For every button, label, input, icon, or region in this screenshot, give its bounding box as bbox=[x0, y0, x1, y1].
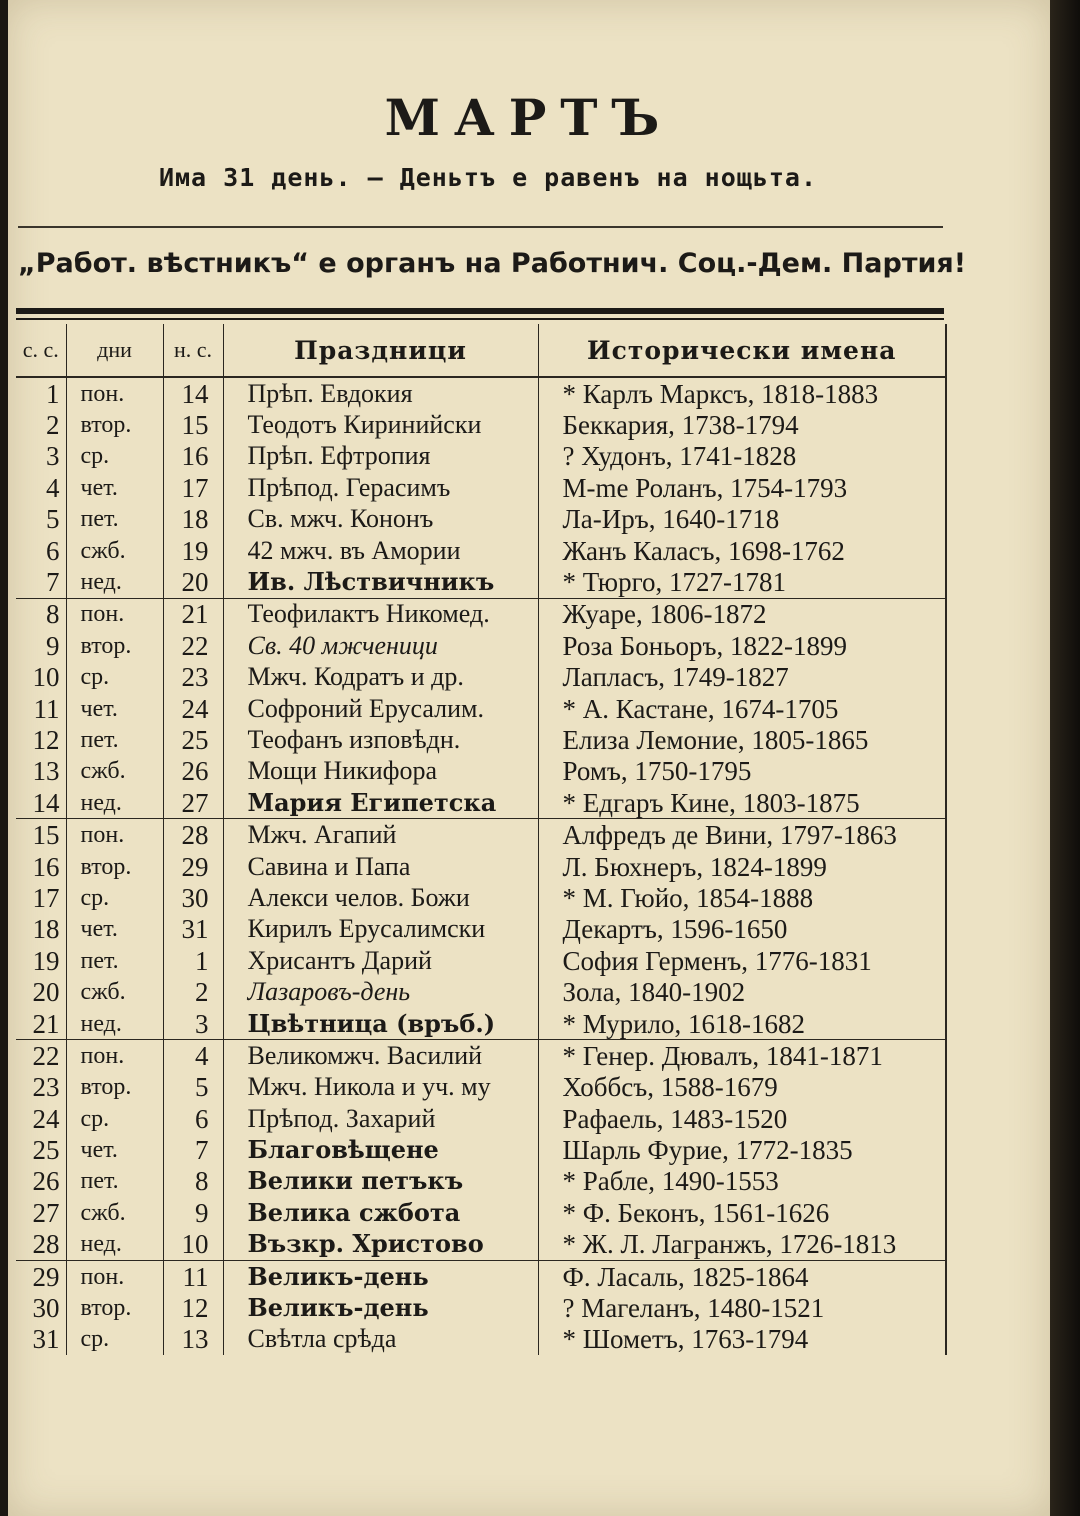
historical-name: Беккария, 1738-1794 bbox=[538, 409, 946, 440]
old-style-date: 25 bbox=[16, 1134, 66, 1165]
holiday: Св. мжч. Кононъ bbox=[223, 504, 538, 535]
old-style-date: 18 bbox=[16, 914, 66, 945]
new-style-date: 9 bbox=[163, 1197, 223, 1228]
holiday: Великъ-день bbox=[223, 1260, 538, 1292]
new-style-date: 15 bbox=[163, 409, 223, 440]
table-row bbox=[16, 630, 946, 661]
old-style-date: 31 bbox=[16, 1324, 66, 1355]
historical-name: Елиза Лемоние, 1805-1865 bbox=[538, 724, 946, 755]
calendar-table bbox=[16, 324, 947, 1355]
holiday: Хрисантъ Дарий bbox=[223, 945, 538, 976]
table-row bbox=[16, 1197, 946, 1228]
weekday: чет. bbox=[66, 472, 163, 503]
calendar-body bbox=[16, 377, 946, 1355]
historical-name: * Карлъ Марксъ, 1818-1883 bbox=[538, 377, 946, 409]
new-style-date: 19 bbox=[163, 535, 223, 566]
weekday: втор. bbox=[66, 1072, 163, 1103]
historical-name: * Рабле, 1490-1553 bbox=[538, 1166, 946, 1197]
holiday: Мжч. Агапий bbox=[223, 819, 538, 851]
holiday: Великъ-день bbox=[223, 1292, 538, 1323]
page-edge bbox=[1050, 0, 1080, 1516]
holiday: Савина и Папа bbox=[223, 851, 538, 882]
weekday: нед. bbox=[66, 1008, 163, 1040]
new-style-date: 5 bbox=[163, 1072, 223, 1103]
table-row bbox=[16, 1103, 946, 1134]
new-style-date: 10 bbox=[163, 1229, 223, 1261]
table-row bbox=[16, 504, 946, 535]
table-row bbox=[16, 662, 946, 693]
new-style-date: 8 bbox=[163, 1166, 223, 1197]
weekday: пет. bbox=[66, 504, 163, 535]
old-style-date: 19 bbox=[16, 945, 66, 976]
old-style-date: 17 bbox=[16, 882, 66, 913]
table-row bbox=[16, 1040, 946, 1072]
weekday: втор. bbox=[66, 630, 163, 661]
new-style-date: 23 bbox=[163, 662, 223, 693]
header-new-style: н. с. bbox=[163, 324, 223, 377]
table-row bbox=[16, 1229, 946, 1261]
new-style-date: 24 bbox=[163, 693, 223, 724]
historical-name: ? Магеланъ, 1480-1521 bbox=[538, 1292, 946, 1323]
old-style-date: 8 bbox=[16, 598, 66, 630]
historical-name: Декартъ, 1596-1650 bbox=[538, 914, 946, 945]
weekday: чет. bbox=[66, 914, 163, 945]
table-row bbox=[16, 472, 946, 503]
table-row bbox=[16, 1292, 946, 1323]
holiday: Мжч. Кодратъ и др. bbox=[223, 662, 538, 693]
historical-name: Рафаель, 1483-1520 bbox=[538, 1103, 946, 1134]
new-style-date: 21 bbox=[163, 598, 223, 630]
old-style-date: 1 bbox=[16, 377, 66, 409]
weekday: пон. bbox=[66, 1040, 163, 1072]
old-style-date: 10 bbox=[16, 662, 66, 693]
weekday: сжб. bbox=[66, 1197, 163, 1228]
thick-rule bbox=[16, 308, 944, 314]
weekday: пет. bbox=[66, 945, 163, 976]
header-days: дни bbox=[66, 324, 163, 377]
table-row bbox=[16, 1134, 946, 1165]
weekday: втор. bbox=[66, 851, 163, 882]
old-style-date: 2 bbox=[16, 409, 66, 440]
holiday: Благовѣщене bbox=[223, 1134, 538, 1165]
new-style-date: 30 bbox=[163, 882, 223, 913]
historical-name: Ф. Ласаль, 1825-1864 bbox=[538, 1260, 946, 1292]
holiday: Теодотъ Киринийски bbox=[223, 409, 538, 440]
party-notice: „Работ. вѣстникъ“ е органъ на Работнич. Соц.-Дем. Партия! bbox=[18, 248, 967, 279]
table-row bbox=[16, 914, 946, 945]
new-style-date: 18 bbox=[163, 504, 223, 535]
table-row bbox=[16, 1166, 946, 1197]
new-style-date: 26 bbox=[163, 756, 223, 787]
new-style-date: 20 bbox=[163, 566, 223, 598]
historical-name: Л. Бюхнеръ, 1824-1899 bbox=[538, 851, 946, 882]
holiday: Кирилъ Ерусалимски bbox=[223, 914, 538, 945]
historical-name: Жуаре, 1806-1872 bbox=[538, 598, 946, 630]
holiday: Мжч. Никола и уч. му bbox=[223, 1072, 538, 1103]
old-style-date: 26 bbox=[16, 1166, 66, 1197]
table-row bbox=[16, 409, 946, 440]
historical-name: * Генер. Дювалъ, 1841-1871 bbox=[538, 1040, 946, 1072]
header-historical-names: Исторически имена bbox=[538, 324, 946, 377]
new-style-date: 27 bbox=[163, 787, 223, 819]
header-holidays: Праздници bbox=[223, 324, 538, 377]
old-style-date: 13 bbox=[16, 756, 66, 787]
holiday: Теофилактъ Никомед. bbox=[223, 598, 538, 630]
holiday: Възкр. Христово bbox=[223, 1229, 538, 1261]
old-style-date: 11 bbox=[16, 693, 66, 724]
table-row bbox=[16, 851, 946, 882]
old-style-date: 30 bbox=[16, 1292, 66, 1323]
header-old-style: с. с. bbox=[16, 324, 66, 377]
old-style-date: 12 bbox=[16, 724, 66, 755]
historical-name: Жанъ Каласъ, 1698-1762 bbox=[538, 535, 946, 566]
old-style-date: 21 bbox=[16, 1008, 66, 1040]
old-style-date: 24 bbox=[16, 1103, 66, 1134]
new-style-date: 2 bbox=[163, 976, 223, 1007]
weekday: чет. bbox=[66, 693, 163, 724]
old-style-date: 16 bbox=[16, 851, 66, 882]
holiday: Прѣп. Ефтропия bbox=[223, 441, 538, 472]
holiday: Великомжч. Василий bbox=[223, 1040, 538, 1072]
old-style-date: 23 bbox=[16, 1072, 66, 1103]
holiday: Мария Египетска bbox=[223, 787, 538, 819]
table-header-row bbox=[16, 324, 946, 377]
weekday: пон. bbox=[66, 598, 163, 630]
calendar-page bbox=[8, 0, 1050, 1516]
historical-name: * М. Гюйо, 1854-1888 bbox=[538, 882, 946, 913]
weekday: ср. bbox=[66, 1103, 163, 1134]
holiday: Прѣпод. Герасимъ bbox=[223, 472, 538, 503]
weekday: пон. bbox=[66, 819, 163, 851]
table-row bbox=[16, 535, 946, 566]
historical-name: Алфредъ де Вини, 1797-1863 bbox=[538, 819, 946, 851]
holiday: Велики петъкъ bbox=[223, 1166, 538, 1197]
table-row bbox=[16, 566, 946, 598]
table-row bbox=[16, 598, 946, 630]
table-row bbox=[16, 1324, 946, 1355]
historical-name: * Едгаръ Кине, 1803-1875 bbox=[538, 787, 946, 819]
old-style-date: 14 bbox=[16, 787, 66, 819]
weekday: нед. bbox=[66, 1229, 163, 1261]
historical-name: Ла-Иръ, 1640-1718 bbox=[538, 504, 946, 535]
holiday: Лазаровъ-день bbox=[223, 976, 538, 1007]
table-row bbox=[16, 787, 946, 819]
weekday: нед. bbox=[66, 566, 163, 598]
new-style-date: 6 bbox=[163, 1103, 223, 1134]
new-style-date: 13 bbox=[163, 1324, 223, 1355]
historical-name: * Ж. Л. Лагранжъ, 1726-1813 bbox=[538, 1229, 946, 1261]
holiday: Свѣтла срѣда bbox=[223, 1324, 538, 1355]
weekday: сжб. bbox=[66, 535, 163, 566]
holiday: Мощи Никифора bbox=[223, 756, 538, 787]
new-style-date: 22 bbox=[163, 630, 223, 661]
old-style-date: 4 bbox=[16, 472, 66, 503]
holiday: Св. 40 мжченици bbox=[223, 630, 538, 661]
weekday: ср. bbox=[66, 662, 163, 693]
new-style-date: 17 bbox=[163, 472, 223, 503]
table-row bbox=[16, 1008, 946, 1040]
historical-name: * А. Кастане, 1674-1705 bbox=[538, 693, 946, 724]
holiday: Цвѣтница (връб.) bbox=[223, 1008, 538, 1040]
weekday: сжб. bbox=[66, 976, 163, 1007]
old-style-date: 5 bbox=[16, 504, 66, 535]
weekday: пон. bbox=[66, 1260, 163, 1292]
historical-name: Лапласъ, 1749-1827 bbox=[538, 662, 946, 693]
historical-name: * Шометъ, 1763-1794 bbox=[538, 1324, 946, 1355]
old-style-date: 6 bbox=[16, 535, 66, 566]
historical-name: М-me Роланъ, 1754-1793 bbox=[538, 472, 946, 503]
table-row bbox=[16, 377, 946, 409]
old-style-date: 9 bbox=[16, 630, 66, 661]
weekday: втор. bbox=[66, 1292, 163, 1323]
new-style-date: 16 bbox=[163, 441, 223, 472]
table-row bbox=[16, 724, 946, 755]
weekday: пон. bbox=[66, 377, 163, 409]
holiday: Прѣп. Евдокия bbox=[223, 377, 538, 409]
table-row bbox=[16, 441, 946, 472]
weekday: нед. bbox=[66, 787, 163, 819]
old-style-date: 29 bbox=[16, 1260, 66, 1292]
historical-name: Зола, 1840-1902 bbox=[538, 976, 946, 1007]
old-style-date: 3 bbox=[16, 441, 66, 472]
table-row bbox=[16, 1072, 946, 1103]
divider bbox=[18, 226, 943, 228]
new-style-date: 25 bbox=[163, 724, 223, 755]
holiday: Алекси челов. Божи bbox=[223, 882, 538, 913]
new-style-date: 29 bbox=[163, 851, 223, 882]
table-row bbox=[16, 945, 946, 976]
historical-name: * Ф. Беконъ, 1561-1626 bbox=[538, 1197, 946, 1228]
new-style-date: 4 bbox=[163, 1040, 223, 1072]
old-style-date: 7 bbox=[16, 566, 66, 598]
new-style-date: 7 bbox=[163, 1134, 223, 1165]
old-style-date: 27 bbox=[16, 1197, 66, 1228]
weekday: ср. bbox=[66, 1324, 163, 1355]
historical-name: Шарль Фурие, 1772-1835 bbox=[538, 1134, 946, 1165]
table-row bbox=[16, 756, 946, 787]
historical-name: Ромъ, 1750-1795 bbox=[538, 756, 946, 787]
table-row bbox=[16, 819, 946, 851]
table-row bbox=[16, 976, 946, 1007]
thin-rule bbox=[16, 318, 944, 320]
table-row bbox=[16, 1260, 946, 1292]
holiday: Теофанъ изповѣдн. bbox=[223, 724, 538, 755]
historical-name: * Тюрго, 1727-1781 bbox=[538, 566, 946, 598]
new-style-date: 12 bbox=[163, 1292, 223, 1323]
weekday: пет. bbox=[66, 724, 163, 755]
new-style-date: 28 bbox=[163, 819, 223, 851]
page-title: МАРТЪ bbox=[384, 88, 674, 147]
holiday: 42 мжч. въ Амории bbox=[223, 535, 538, 566]
table-row bbox=[16, 882, 946, 913]
weekday: сжб. bbox=[66, 756, 163, 787]
weekday: пет. bbox=[66, 1166, 163, 1197]
table-row bbox=[16, 693, 946, 724]
weekday: ср. bbox=[66, 441, 163, 472]
weekday: втор. bbox=[66, 409, 163, 440]
new-style-date: 1 bbox=[163, 945, 223, 976]
holiday: Велика сжбота bbox=[223, 1197, 538, 1228]
new-style-date: 3 bbox=[163, 1008, 223, 1040]
holiday: Софроний Ерусалим. bbox=[223, 693, 538, 724]
old-style-date: 15 bbox=[16, 819, 66, 851]
old-style-date: 22 bbox=[16, 1040, 66, 1072]
weekday: ср. bbox=[66, 882, 163, 913]
new-style-date: 31 bbox=[163, 914, 223, 945]
holiday: Ив. Лѣствичникъ bbox=[223, 566, 538, 598]
page-subtitle: Има 31 день. — Деньтъ е равенъ на нощьта. bbox=[158, 163, 818, 192]
new-style-date: 11 bbox=[163, 1260, 223, 1292]
weekday: чет. bbox=[66, 1134, 163, 1165]
old-style-date: 20 bbox=[16, 976, 66, 1007]
holiday: Прѣпод. Захарий bbox=[223, 1103, 538, 1134]
historical-name: Роза Боньоръ, 1822-1899 bbox=[538, 630, 946, 661]
old-style-date: 28 bbox=[16, 1229, 66, 1261]
historical-name: София Герменъ, 1776-1831 bbox=[538, 945, 946, 976]
historical-name: ? Худонъ, 1741-1828 bbox=[538, 441, 946, 472]
historical-name: Хоббсъ, 1588-1679 bbox=[538, 1072, 946, 1103]
new-style-date: 14 bbox=[163, 377, 223, 409]
historical-name: * Мурило, 1618-1682 bbox=[538, 1008, 946, 1040]
